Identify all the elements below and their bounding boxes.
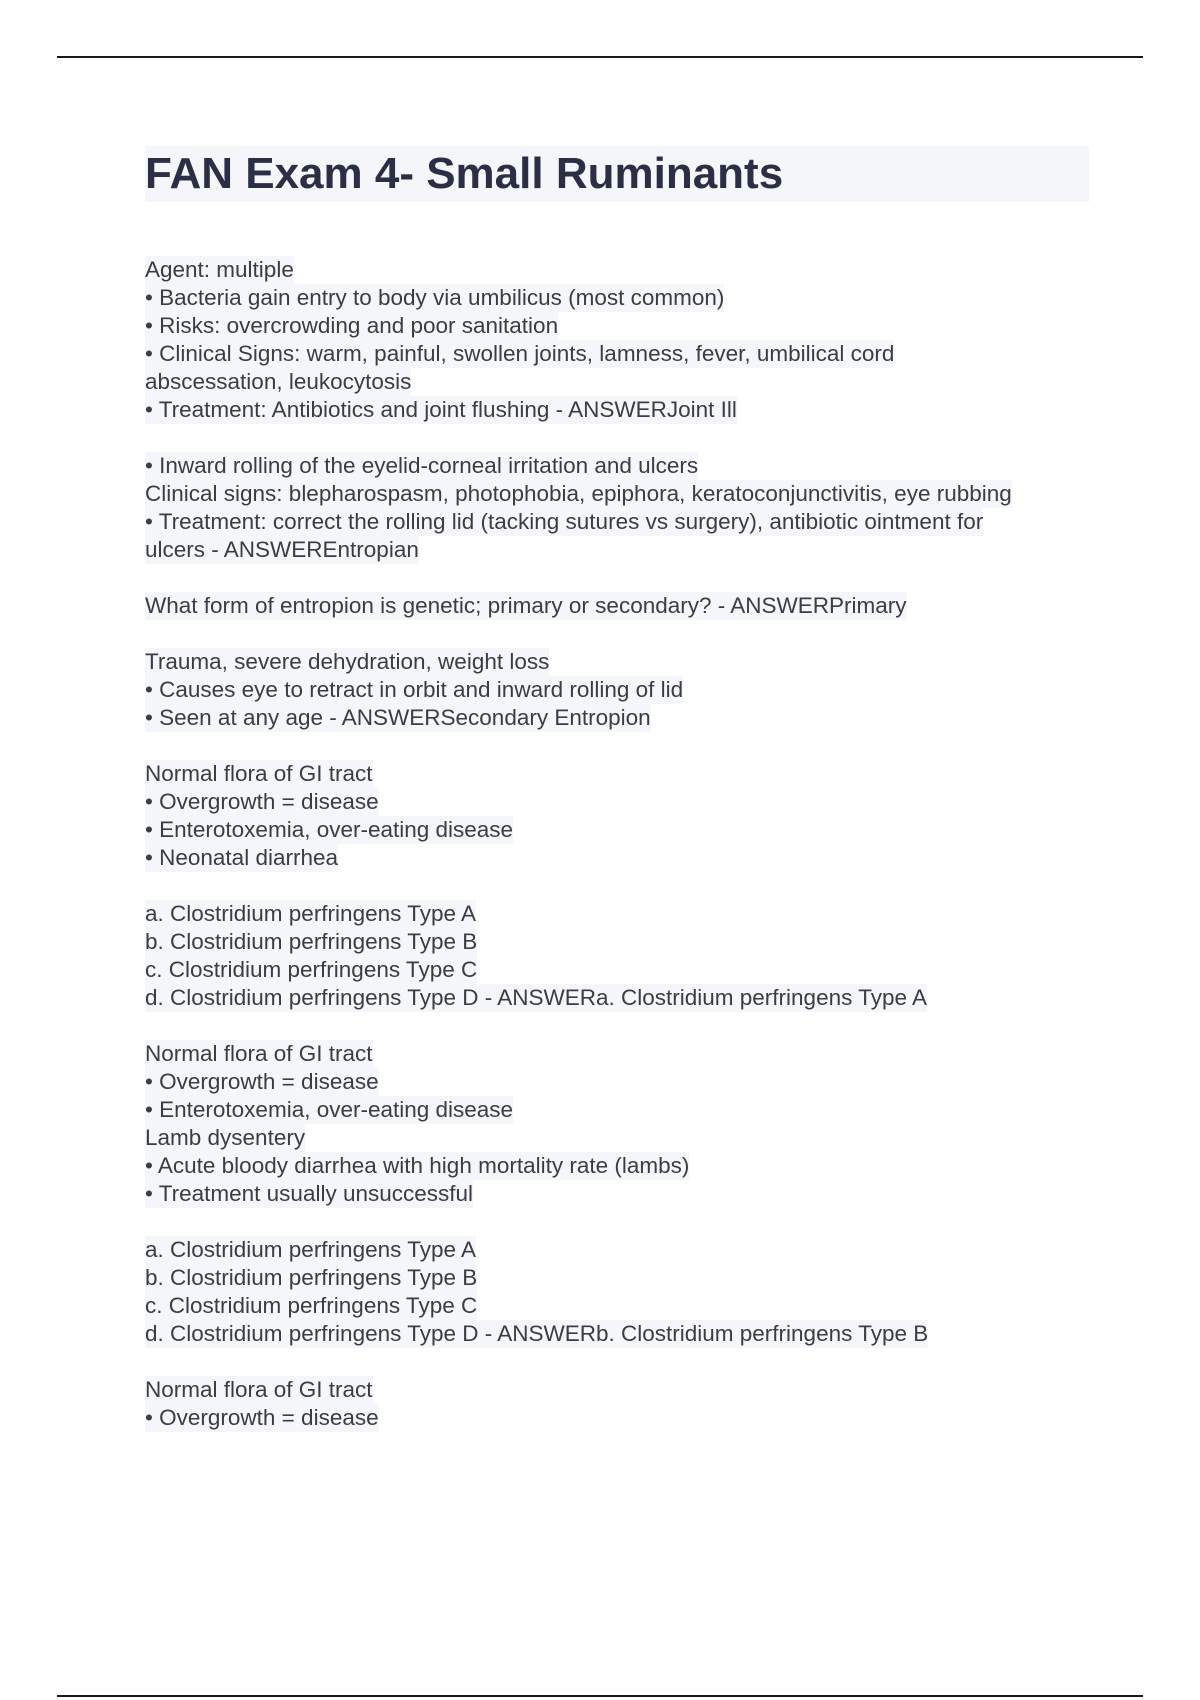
text-line: • Treatment: correct the rolling lid (tacking sutures vs surgery), antibiotic ointment for (145, 509, 984, 534)
text-line: • Acute bloody diarrhea with high mortality rate (lambs) (145, 1153, 690, 1178)
text-line: Agent: multiple (145, 257, 294, 282)
flashcard-block (145, 256, 1105, 424)
text-line: Trauma, severe dehydration, weight loss (145, 649, 550, 674)
flashcard-block (145, 452, 1105, 564)
text-line: • Seen at any age - ANSWERSecondary Entropion (145, 705, 651, 730)
page-title: FAN Exam 4- Small Ruminants (145, 149, 784, 198)
flashcard-block (145, 592, 1105, 620)
text-line: • Treatment usually unsuccessful (145, 1181, 474, 1206)
text-line: Normal flora of GI tract (145, 1041, 373, 1066)
text-line: • Overgrowth = disease (145, 1069, 379, 1094)
text-line: • Treatment: Antibiotics and joint flushing - ANSWERJoint Ill (145, 397, 737, 422)
text-line: Clinical signs: blepharospasm, photophobia, epiphora, keratoconjunctivitis, eye rubbing (145, 481, 1012, 506)
text-line: • Neonatal diarrhea (145, 845, 338, 870)
text-line: • Enterotoxemia, over-eating disease (145, 817, 514, 842)
text-line: Lamb dysentery (145, 1125, 306, 1150)
text-line: a. Clostridium perfringens Type A (145, 1237, 476, 1262)
text-line: • Clinical Signs: warm, painful, swollen joints, lamness, fever, umbilical cord (145, 341, 895, 366)
text-line: • Risks: overcrowding and poor sanitation (145, 313, 559, 338)
flashcard-block (145, 1040, 1105, 1208)
text-line: • Overgrowth = disease (145, 789, 379, 814)
text-line: d. Clostridium perfringens Type D - ANSWERb. Clostridium perfringens Type B (145, 1321, 929, 1346)
text-line: What form of entropion is genetic; primary or secondary? - ANSWERPrimary (145, 593, 907, 618)
flashcard-block (145, 648, 1105, 732)
text-line: Normal flora of GI tract (145, 761, 373, 786)
text-line: d. Clostridium perfringens Type D - ANSWERa. Clostridium perfringens Type A (145, 985, 927, 1010)
text-line: • Causes eye to retract in orbit and inward rolling of lid (145, 677, 684, 702)
text-line: c. Clostridium perfringens Type C (145, 957, 478, 982)
flashcard-block (145, 1376, 1105, 1432)
text-line: • Inward rolling of the eyelid-corneal irritation and ulcers (145, 453, 699, 478)
text-line: b. Clostridium perfringens Type B (145, 1265, 478, 1290)
text-line: a. Clostridium perfringens Type A (145, 901, 476, 926)
document-body (145, 256, 1105, 1460)
text-line: ulcers - ANSWEREntropian (145, 537, 419, 562)
text-line: Normal flora of GI tract (145, 1377, 373, 1402)
bottom-rule (57, 1695, 1143, 1697)
text-line: abscessation, leukocytosis (145, 369, 412, 394)
top-rule (57, 56, 1143, 58)
text-line: • Enterotoxemia, over-eating disease (145, 1097, 514, 1122)
flashcard-block (145, 760, 1105, 872)
text-line: • Overgrowth = disease (145, 1405, 379, 1430)
text-line: • Bacteria gain entry to body via umbilicus (most common) (145, 285, 725, 310)
text-line: c. Clostridium perfringens Type C (145, 1293, 478, 1318)
flashcard-block (145, 1236, 1105, 1348)
flashcard-block (145, 900, 1105, 1012)
text-line: b. Clostridium perfringens Type B (145, 929, 478, 954)
